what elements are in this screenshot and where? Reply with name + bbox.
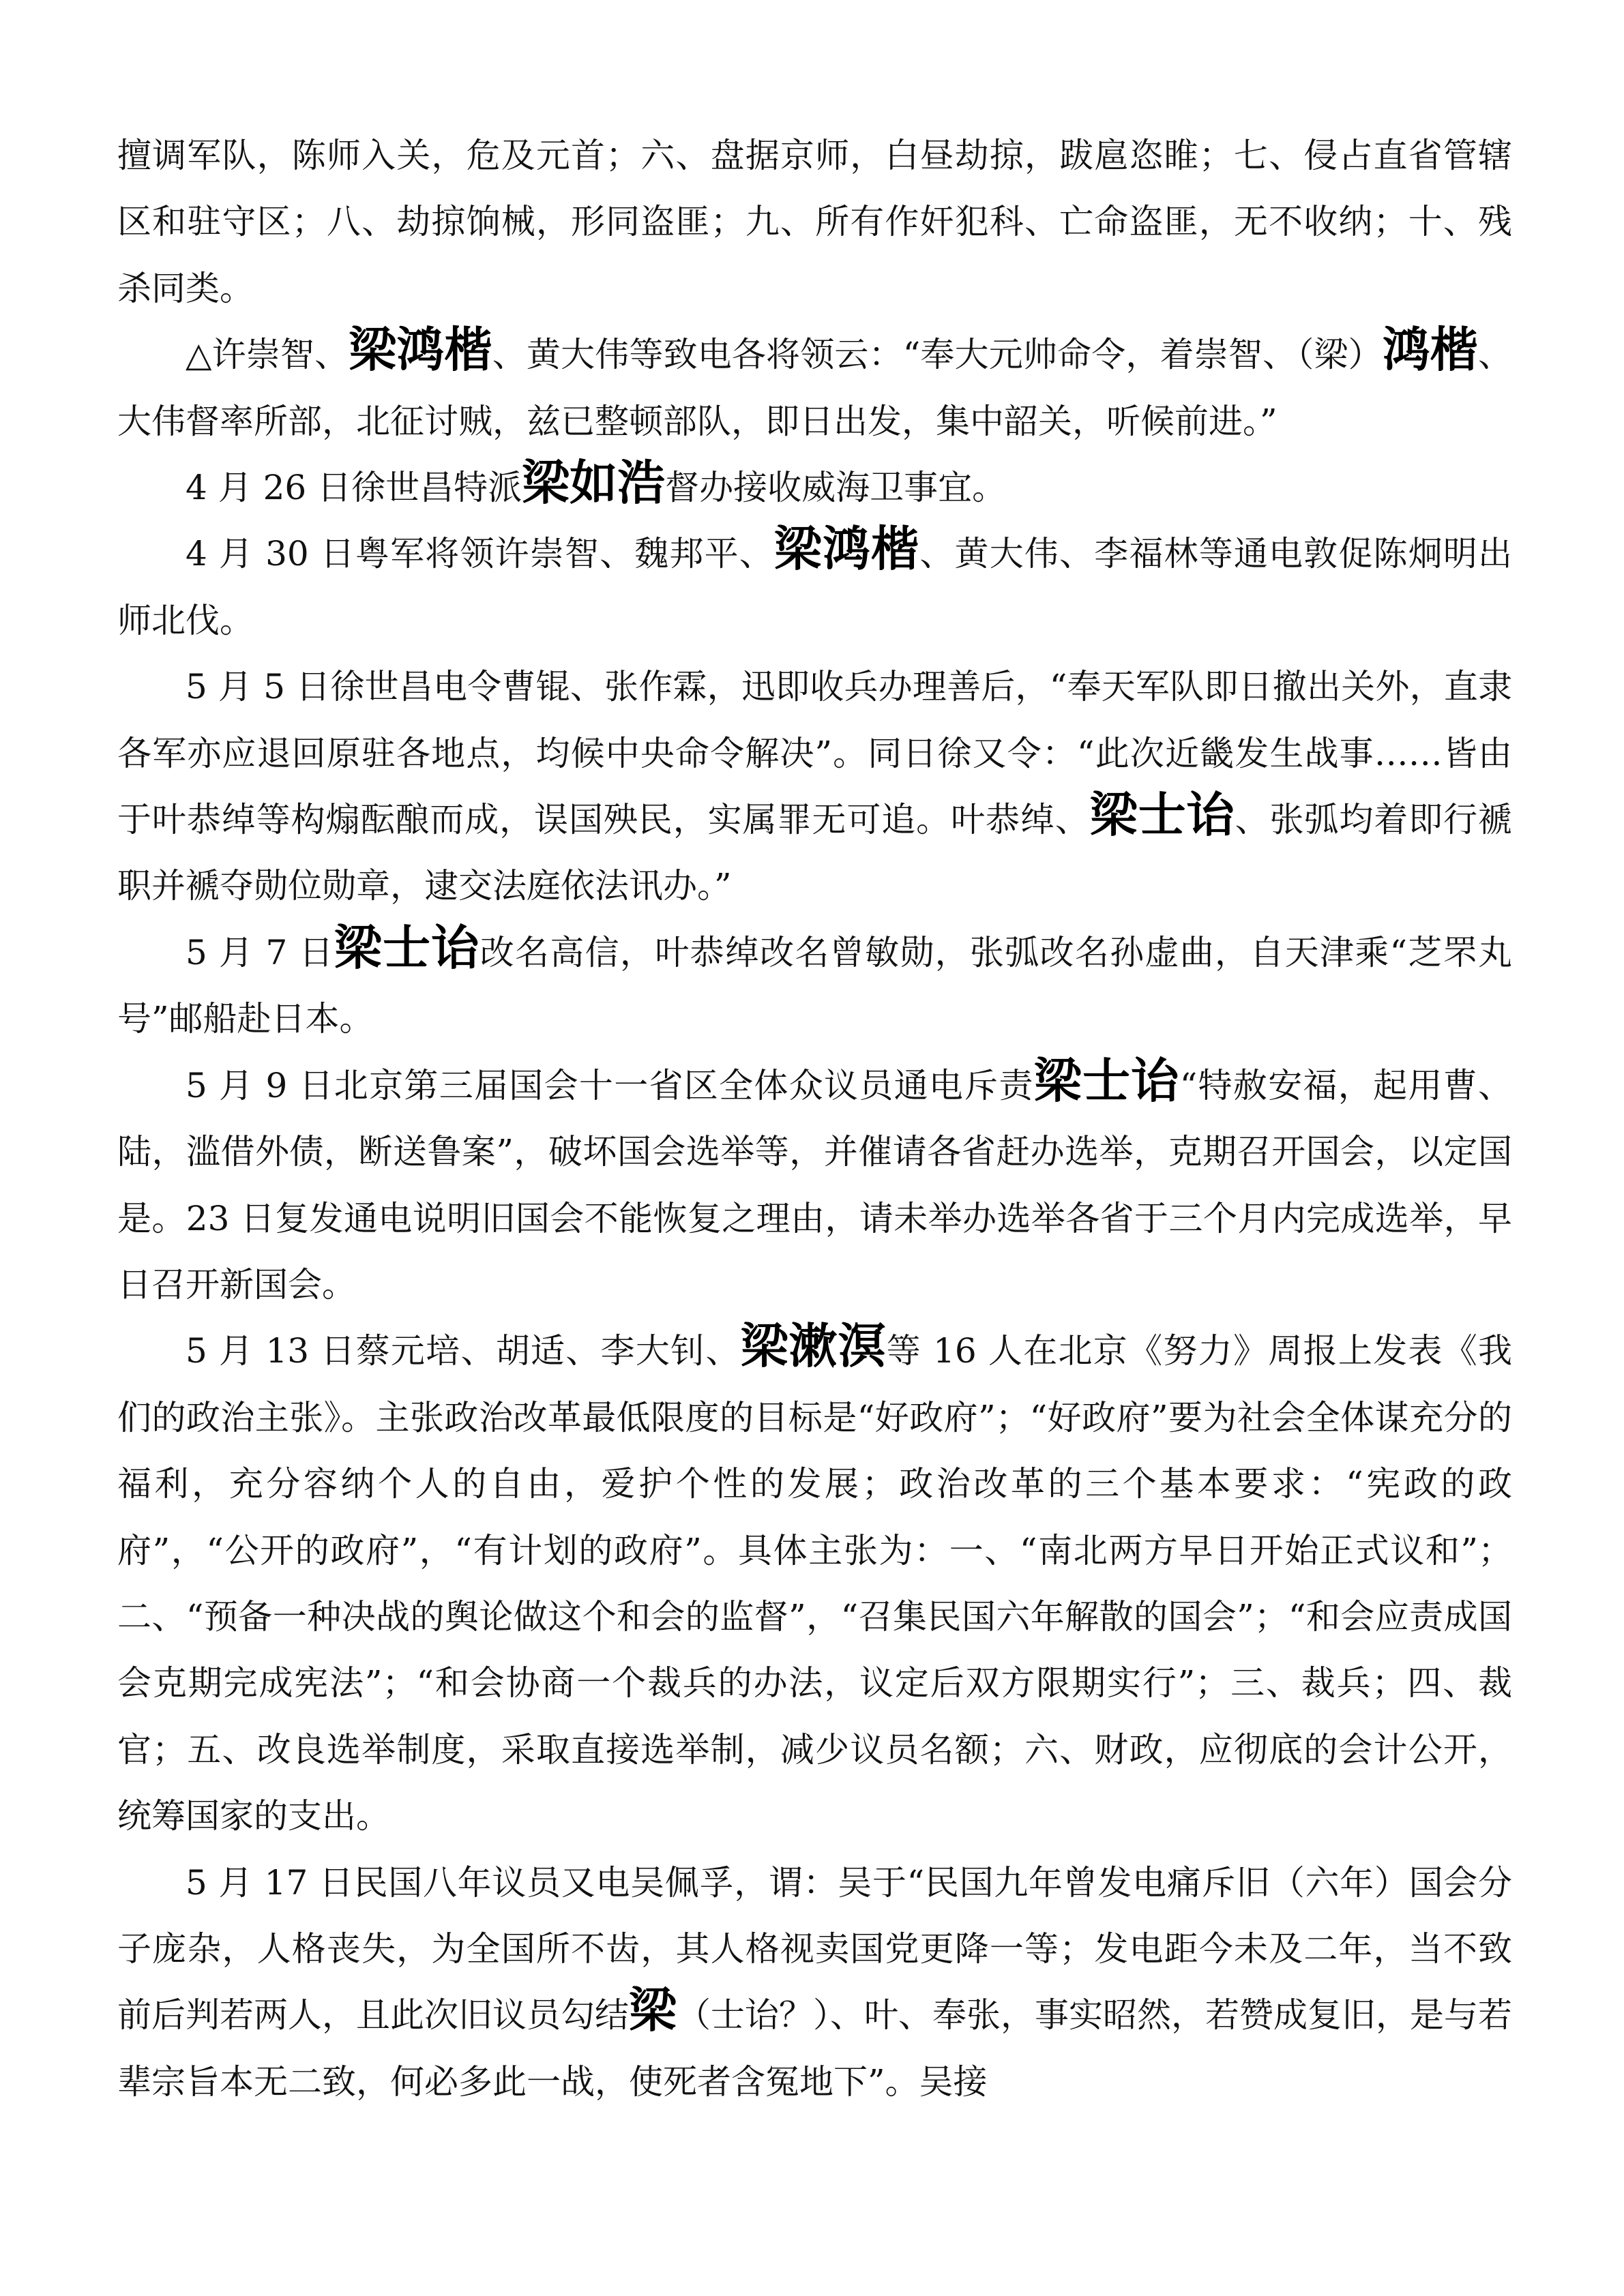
highlighted-name: 梁鸿楷: [349, 322, 492, 378]
text-run: 5 月 17 日民国八年议员又电吴佩孚，谓：吴于“民国九年曾发电痛斥旧（六年）国会分子庞杂，人格丧失，为全国所不齿，其人格视卖国党更降一等；发电距今未及二年，当不致前后判若两人，且此次旧议员勾结: [117, 1862, 1512, 2036]
text-run: △许崇智、: [186, 335, 349, 375]
text-run: 、大伟督率所部，北征讨贼，兹已整顿部队，即日出发，集中韶关，听候前进。”: [117, 335, 1513, 441]
text-run: 督办接收威海卫事宜。: [665, 468, 1007, 508]
text-run: （士诒？）、叶、奉张，事实昭然，若赞成复旧，是与若辈宗旨本无二致，何必多此一战，使死者含冤地下”。吴接: [117, 1995, 1512, 2102]
text-run: 5 月 9 日北京第三届国会十一省区全体众议员通电斥责: [186, 1065, 1034, 1105]
text-run: 5 月 7 日: [186, 932, 334, 972]
highlighted-name: 梁士诒: [1089, 787, 1235, 844]
document-body: [117, 123, 1512, 2115]
text-run: 擅调军队，陈师入关，危及元首；六、盘据京师，白昼劫掠，跋扈恣睢；七、侵占直省管辖区和驻守区；八、劫掠饷械，形同盗匪；九、所有作奸犯科、亡命盗匪，无不收纳；十、残杀同类。: [117, 136, 1512, 308]
text-run: 、黄大伟等致电各将领云：“奉大元帅命令，着崇智、（梁）: [492, 335, 1383, 375]
highlighted-name: 鸿楷: [1382, 322, 1479, 378]
highlighted-name: 梁士诒: [334, 919, 480, 976]
paragraph: [117, 322, 1512, 455]
text-run: 4 月 26 日徐世昌特派: [186, 468, 522, 508]
text-run: 改名高信，叶恭绰改名曾敏勋，张弧改名孙虚曲，自天津乘“芝罘丸号”邮船赴日本。: [117, 932, 1512, 1039]
text-run: 5 月 5 日徐世昌电令曹锟、张作霖，迅即收兵办理善后，“奉天军队即日撤出关外，直隶各军亦应退回原驻各地点，均候中央命令解决”。同日徐又令：“此次近畿发生战事……皆由于叶恭绰等构煽酝酿而成，误国殃民，实属罪无可追。叶恭绰、: [117, 667, 1512, 840]
paragraph: [117, 654, 1512, 920]
paragraph: [117, 521, 1512, 654]
highlighted-name: 梁鸿楷: [773, 521, 920, 578]
text-run: 5 月 13 日蔡元培、胡适、李大钊、: [186, 1331, 741, 1371]
text-run: 等 16 人在北京《努力》周报上发表《我们的政治主张》。主张政治改革最低限度的目标是“好政府”；“好政府”要为社会全体谋充分的福利，充分容纳个人的自由，爱护个性的发展；政治改革的三个基本要求：“宪政的政府”，“公开的政府”，“有计划的政府”。具体主张为：一、“南北两方早日开始正式议和”；二、“预备一种决战的舆论做这个和会的监督”，“召集民国六年解散的国会”；“和会应责成国会克期完成宪法”；“和会协商一个裁兵的办法，议定后双方限期实行”；三、裁兵；四、裁官；五、改良选举制度，采取直接选举制，减少议员名额；六、财政，应彻底的会计公开，统筹国家的支出。: [117, 1331, 1512, 1836]
text-run: “特赦安福，起用曹、陆，滥借外债，断送鲁案”，破坏国会选举等，并催请各省赶办选举，克期召开国会，以定国是。23 日复发通电说明旧国会不能恢复之理由，请未举办选举各省于三个月内完成选举，早日召开新国会。: [117, 1065, 1513, 1304]
text-run: 、黄大伟、李福林等通电敦促陈炯明出师北伐。: [117, 534, 1513, 640]
highlighted-name: 梁如浩: [522, 455, 666, 511]
paragraph: [117, 1850, 1512, 2116]
text-run: 4 月 30 日粤军将领许崇智、魏邦平、: [186, 534, 774, 574]
highlighted-name: 梁: [629, 1982, 677, 2039]
paragraph: [117, 455, 1512, 521]
highlighted-name: 梁士诒: [1033, 1052, 1180, 1109]
paragraph: [117, 123, 1512, 322]
text-run: 、张弧均着即行褫职并褫夺勋位勋章，逮交法庭依法讯办。”: [117, 800, 1513, 906]
paragraph: [117, 920, 1512, 1053]
highlighted-name: 梁漱溟: [740, 1318, 887, 1375]
paragraph: [117, 1053, 1512, 1319]
paragraph: [117, 1318, 1512, 1849]
